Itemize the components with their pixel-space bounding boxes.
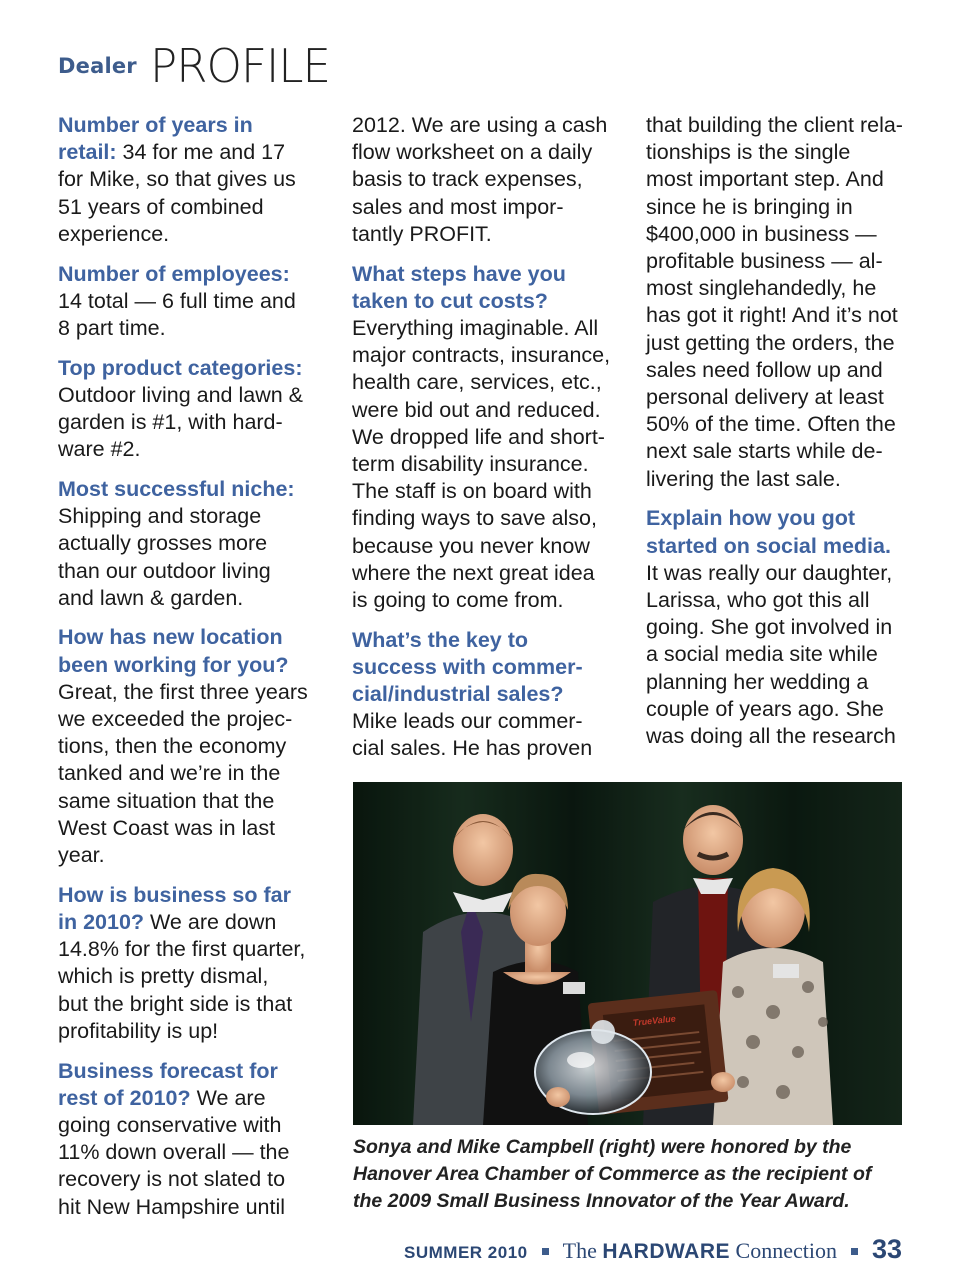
award-photo-illustration [353,782,902,1125]
answer: Larissa, who got this all [646,587,870,612]
question: started on social media. [646,533,891,558]
question: in 2010? [58,909,145,934]
question: How has new location [58,625,283,650]
answer: actually grosses more [58,531,268,556]
answer: recovery is not slated to [58,1167,286,1192]
answer: tanked and we’re in the [58,761,281,786]
answer: going. She got involved in [646,615,893,640]
answer: for Mike, so that gives us [58,167,296,192]
answer: was doing all the research [646,723,896,748]
qa-new-location [58,624,333,869]
plaque-label: TrueValue [632,1013,677,1028]
answer: basis to track expenses, [352,167,583,192]
separator-square-icon [851,1248,858,1255]
caption-line: the 2009 Small Business Innovator of the Year Award. [353,1190,850,1212]
answer: 51 years of combined [58,194,264,219]
qa-forecast [58,1058,333,1221]
qa-employees [58,261,333,343]
answer: a social media site while [646,642,878,667]
answer: because you never know [352,533,590,558]
answer: ware #2. [58,437,141,462]
answer: 34 for me and 17 [116,140,286,165]
answer: since he is bringing in [646,194,853,219]
caption-line: Sonya and Mike Campbell (right) were honored by the [353,1136,852,1158]
answer: cial sales. He has proven [352,736,593,761]
qa-business-2010 [58,882,333,1045]
issue-season: SUMMER 2010 [404,1243,528,1262]
answer: garden is #1, with hard- [58,410,283,435]
qa-years-in-retail [58,112,333,248]
answer: Mike leads our commer- [352,709,583,734]
question: What steps have you [352,261,566,286]
answer: personal delivery at least [646,385,884,410]
answer: 14 total — 6 full time and [58,288,296,313]
answer: just getting the orders, the [646,330,895,355]
question: Most successful niche: [58,476,295,501]
answer: most singlehandedly, he [646,276,877,301]
publication-connection: Connection [735,1238,837,1263]
question: Business forecast for [58,1058,278,1083]
question: Number of employees: [58,261,290,286]
answer: year. [58,843,105,868]
answer: 2012. We are using a cash [352,113,608,137]
question: Number of years in [58,113,253,137]
page-footer [404,1234,902,1268]
publication-hardware: HARDWARE [602,1240,731,1263]
caption-line: Hanover Area Chamber of Commerce as the recipient of [353,1163,872,1185]
photo-caption [353,1134,913,1215]
publication-the: The [562,1238,597,1263]
answer: tantly PROFIT. [352,221,492,246]
question: taken to cut costs? [352,288,548,313]
article-column-2 [352,112,627,775]
answer: finding ways to save also, [352,506,597,531]
answer: we exceeded the projec- [58,707,293,732]
question: How is business so far [58,882,291,907]
section-title-profile: PROFILE [150,39,330,93]
answer: where the next great idea [352,560,595,585]
answer: next sale starts while de- [646,439,883,464]
answer-continued [646,112,921,493]
answer: $400,000 in business — [646,221,877,246]
answer: going conservative with [58,1112,282,1137]
answer: experience. [58,221,170,246]
question: retail: [58,140,117,165]
question: Top product categories: [58,355,303,380]
answer: which is pretty dismal, [58,964,269,989]
page-number: 33 [871,1234,902,1264]
answer: 14.8% for the first quarter, [58,937,306,962]
answer: health care, services, etc., [352,370,602,395]
qa-social-media [646,505,921,750]
answer: livering the last sale. [646,466,841,491]
award-photo [353,782,902,1125]
qa-successful-niche [58,476,333,612]
answer: tions, then the economy [58,734,287,759]
answer: and lawn & garden. [58,585,244,610]
question: What’s the key to [352,627,529,652]
answer: Everything imaginable. All [352,315,599,340]
publication-name [563,1238,837,1264]
question: been working for you? [58,652,289,677]
answer: sales need follow up and [646,357,883,382]
qa-commercial-sales [352,627,627,763]
question: success with commer- [352,654,583,679]
answer: same situation that the [58,788,275,813]
answer: but the bright side is that [58,991,293,1016]
answer: We are down [144,909,277,934]
separator-square-icon [542,1248,549,1255]
answer: Outdoor living and lawn & [58,382,304,407]
answer: that building the client rela- [646,113,903,137]
answer: is going to come from. [352,587,564,612]
qa-product-categories [58,355,333,464]
answer-continued [352,112,627,248]
question: rest of 2010? [58,1085,191,1110]
answer: 11% down overall — the [58,1140,290,1165]
answer: The staff is on board with [352,479,592,504]
article-column-3 [646,112,921,763]
question: cial/industrial sales? [352,682,564,707]
answer: sales and most impor- [352,194,564,219]
qa-cut-costs [352,261,627,615]
answer: hit New Hampshire until [58,1194,286,1219]
answer: has got it right! And it’s not [646,303,898,328]
answer: flow worksheet on a daily [352,140,593,165]
answer: major contracts, insurance, [352,343,611,368]
answer: profitable business — al- [646,249,883,274]
article-column-1 [58,112,333,1233]
answer: couple of years ago. She [646,696,884,721]
answer: than our outdoor living [58,558,271,583]
answer: profitability is up! [58,1018,219,1043]
section-label-dealer: Dealer [58,54,137,78]
answer: most important step. And [646,167,884,192]
answer: It was really our daughter, [646,560,893,585]
answer: Shipping and storage [58,504,262,529]
answer: planning her wedding a [646,669,869,694]
answer: tionships is the single [646,140,851,165]
answer: Great, the first three years [58,679,308,704]
answer: term disability insurance. [352,451,589,476]
question: Explain how you got [646,506,856,531]
answer: We dropped life and short- [352,424,605,449]
answer: 8 part time. [58,315,166,340]
answer: were bid out and reduced. [352,397,601,422]
answer: West Coast was in last [58,815,276,840]
answer: 50% of the time. Often the [646,412,896,437]
answer: We are [190,1085,266,1110]
